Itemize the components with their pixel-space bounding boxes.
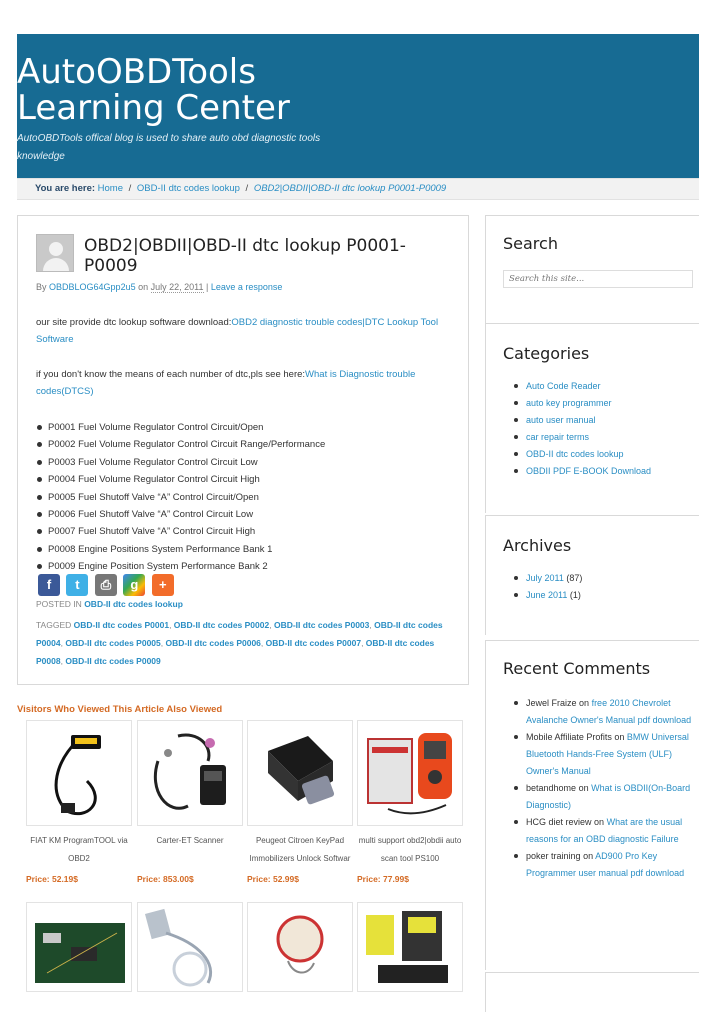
archive-count: (87) <box>566 573 583 583</box>
product-card[interactable] <box>137 902 243 992</box>
breadcrumb-category-link[interactable]: OBD-II dtc codes lookup <box>136 183 240 194</box>
list-item: P0009 Engine Position System Performance Bank 2 <box>36 558 456 575</box>
post-date: July 22, 2011 <box>150 282 204 292</box>
post-paragraph <box>36 314 452 348</box>
product-price: Price: 853.00$ <box>137 874 194 884</box>
print-icon[interactable]: ⎙ <box>95 574 117 596</box>
comment-author: betandhome <box>526 783 577 793</box>
dtc-lookup-software-link[interactable]: OBD2 diagnostic trouble codes|DTC Lookup Tool Software <box>36 317 439 345</box>
product-card[interactable] <box>247 902 353 992</box>
product-image[interactable] <box>26 720 132 826</box>
comment-on-label: on <box>614 732 625 742</box>
google-icon[interactable]: g <box>123 574 145 596</box>
comment-author: Mobile Affiliate Profits <box>526 732 612 742</box>
product-image[interactable] <box>26 902 132 992</box>
avatar-body-shape <box>43 258 69 272</box>
comment-author: Jewel Fraize <box>526 698 577 708</box>
facebook-icon[interactable]: f <box>38 574 60 596</box>
list-item <box>512 412 692 429</box>
list-item: P0005 Fuel Shutoff Valve “A” Control Circuit/Open <box>36 489 456 506</box>
recent-comments-list <box>512 695 692 882</box>
leave-response-link[interactable]: Leave a response <box>210 282 283 292</box>
comment-on-label: on <box>579 698 590 708</box>
product-image[interactable] <box>137 902 243 992</box>
category-link[interactable]: Auto Code Reader <box>526 381 601 391</box>
also-viewed-title: Visitors Who Viewed This Article Also Viewed <box>17 704 223 715</box>
archive-link[interactable]: June 2011 <box>526 590 568 600</box>
list-item <box>512 729 692 780</box>
category-link[interactable]: car repair terms <box>526 432 590 442</box>
sidebar-widget-next <box>485 972 699 1012</box>
list-item <box>512 463 692 480</box>
recent-comments-widget-title: Recent Comments <box>503 659 651 678</box>
product-image[interactable] <box>357 902 463 992</box>
site-title-line1[interactable]: AutoOBDTools <box>17 52 256 92</box>
product-price: Price: 52.99$ <box>247 874 299 884</box>
tagged-label: TAGGED <box>36 620 72 630</box>
site-title[interactable] <box>17 54 417 126</box>
list-item <box>512 587 692 604</box>
byline-divider: | <box>206 282 209 292</box>
author-link[interactable]: OBDBLOG64Gpp2u5 <box>49 282 136 292</box>
comment-post-link[interactable]: BMW Universal Bluetooth Hands-Free System (ULF) Owner's Manual <box>526 732 689 776</box>
breadcrumb-current: OBD2|OBDII|OBD-II dtc lookup P0001-P0009 <box>253 183 447 194</box>
post-tags: TAGGED OBD-II dtc codes P0001, OBD-II dtc codes P0002, OBD-II dtc codes P0003, OBD-II dtc codes P0004, OBD-II dtc codes P0005, OBD-II dtc codes P0006, OBD-II dtc codes P0007, OBD-II dtc codes P0008, OBD-II dtc codes P0009 <box>36 620 443 666</box>
tag-link[interactable]: OBD-II dtc codes P0004 <box>36 620 443 648</box>
product-image[interactable] <box>137 720 243 826</box>
tag-link[interactable]: OBD-II dtc codes P0002 <box>173 620 270 630</box>
list-item <box>512 848 692 882</box>
tag-link[interactable]: OBD-II dtc codes P0005 <box>65 638 161 648</box>
addthis-icon[interactable]: + <box>152 574 174 596</box>
twitter-icon[interactable]: t <box>66 574 88 596</box>
list-item: P0006 Fuel Shutoff Valve “A” Control Circuit Low <box>36 506 456 523</box>
list-item <box>512 429 692 446</box>
posted-in <box>36 599 183 609</box>
tag-link[interactable]: OBD-II dtc codes P0007 <box>265 638 362 648</box>
tag-link[interactable]: OBD-II dtc codes P0001 <box>73 620 170 630</box>
product-card[interactable] <box>357 720 463 884</box>
list-item: P0001 Fuel Volume Regulator Control Circuit/Open <box>36 419 456 436</box>
archives-widget-title: Archives <box>503 536 572 555</box>
list-item <box>512 378 692 395</box>
category-link[interactable]: auto key programmer <box>526 398 612 408</box>
archive-count: (1) <box>569 590 581 600</box>
tag-link[interactable]: OBD-II dtc codes P0009 <box>65 656 161 666</box>
comment-post-link[interactable]: AD900 Pro Key Programmer user manual pdf download <box>526 851 685 878</box>
post-title: OBD2|OBDII|OBD-II dtc lookup P0001-P0009 <box>84 236 406 276</box>
author-avatar <box>36 234 74 272</box>
categories-widget <box>485 323 699 513</box>
tag-link[interactable]: OBD-II dtc codes P0006 <box>165 638 261 648</box>
comment-on-label: on <box>594 817 605 827</box>
breadcrumb-separator: / <box>128 183 132 194</box>
breadcrumb-separator: / <box>245 183 249 194</box>
comment-post-link[interactable]: What are the usual reasons for an OBD diagnostic Failure <box>526 817 683 844</box>
list-item <box>512 570 692 587</box>
post-paragraph <box>36 366 452 400</box>
category-link[interactable]: OBDII PDF E-BOOK Download <box>526 466 652 476</box>
site-header <box>17 34 699 178</box>
list-item: P0004 Fuel Volume Regulator Control Circuit High <box>36 471 456 488</box>
categories-widget-title: Categories <box>503 344 590 363</box>
list-item <box>512 695 692 729</box>
paragraph-text: if you don't know the means of each number of dtc,pls see here: <box>36 369 306 380</box>
post-byline <box>36 282 282 292</box>
comment-on-label: on <box>578 783 589 793</box>
product-card[interactable] <box>247 720 353 884</box>
recent-comments-widget <box>485 640 699 970</box>
comment-author: HCG diet review <box>526 817 592 827</box>
product-image[interactable] <box>357 720 463 826</box>
product-card[interactable] <box>137 720 243 884</box>
search-widget-title: Search <box>503 234 558 253</box>
category-link[interactable]: OBD-II dtc codes lookup <box>84 599 183 609</box>
comment-author: poker training <box>526 851 581 861</box>
category-link[interactable]: auto user manual <box>526 415 596 425</box>
product-image[interactable] <box>247 902 353 992</box>
list-item: P0007 Fuel Shutoff Valve “A” Control Circuit High <box>36 523 456 540</box>
posted-in-label: POSTED IN <box>36 599 82 609</box>
comment-post-link[interactable]: free 2010 Chevrolet Avalanche Owner's Manual pdf download <box>526 698 692 725</box>
product-name[interactable]: Carter-ET Scanner <box>156 836 224 845</box>
product-card[interactable] <box>26 720 132 884</box>
archives-widget <box>485 515 699 635</box>
tag-link[interactable]: OBD-II dtc codes P0008 <box>36 638 435 666</box>
list-item: P0008 Engine Positions System Performance Bank 1 <box>36 541 456 558</box>
avatar-head-shape <box>49 242 63 256</box>
what-is-dtc-link[interactable]: What is Diagnostic trouble codes(DTCS) <box>36 369 416 397</box>
post-article <box>17 215 469 685</box>
list-item <box>512 780 692 814</box>
product-name[interactable]: multi support obd2|obdii auto scan tool PS100 <box>358 836 462 863</box>
product-card[interactable] <box>357 902 463 992</box>
breadcrumb-home-link[interactable]: Home <box>97 183 123 194</box>
site-title-line2[interactable]: Learning Center <box>17 88 290 128</box>
breadcrumb-label: You are here: <box>35 183 96 194</box>
list-item: P0002 Fuel Volume Regulator Control Circuit Range/Performance <box>36 436 456 453</box>
archives-list <box>512 570 692 604</box>
list-item <box>512 814 692 848</box>
list-item <box>512 446 692 463</box>
share-toolbar <box>38 574 176 596</box>
paragraph-text: our site provide dtc lookup software download: <box>36 317 232 328</box>
product-card[interactable] <box>26 902 132 992</box>
comment-post-link[interactable]: What is OBDII(On-Board Diagnostic) <box>526 783 691 810</box>
archive-link[interactable]: July 2011 <box>526 573 564 583</box>
dtc-code-list <box>36 419 456 576</box>
categories-list <box>512 378 692 480</box>
list-item: P0003 Fuel Volume Regulator Control Circuit Low <box>36 454 456 471</box>
breadcrumb <box>17 178 699 200</box>
list-item <box>512 395 692 412</box>
tag-link[interactable]: OBD-II dtc codes P0003 <box>273 620 370 630</box>
product-price: Price: 77.99$ <box>357 874 409 884</box>
product-price: Price: 52.19$ <box>26 874 78 884</box>
product-image[interactable] <box>247 720 353 826</box>
byline-by-label: By <box>36 282 47 292</box>
byline-on-label: on <box>138 282 149 292</box>
product-name[interactable]: FIAT KM ProgramTOOL via OBD2 <box>30 836 128 863</box>
product-name[interactable]: Peugeot Citroen KeyPad Immobilizers Unlock Softwar <box>249 836 351 863</box>
site-description: AutoOBDTools offical blog is used to share auto obd diagnostic tools knowledge <box>17 133 321 162</box>
search-input[interactable] <box>503 270 693 288</box>
comment-on-label: on <box>583 851 594 861</box>
category-link[interactable]: OBD-II dtc codes lookup <box>526 449 624 459</box>
